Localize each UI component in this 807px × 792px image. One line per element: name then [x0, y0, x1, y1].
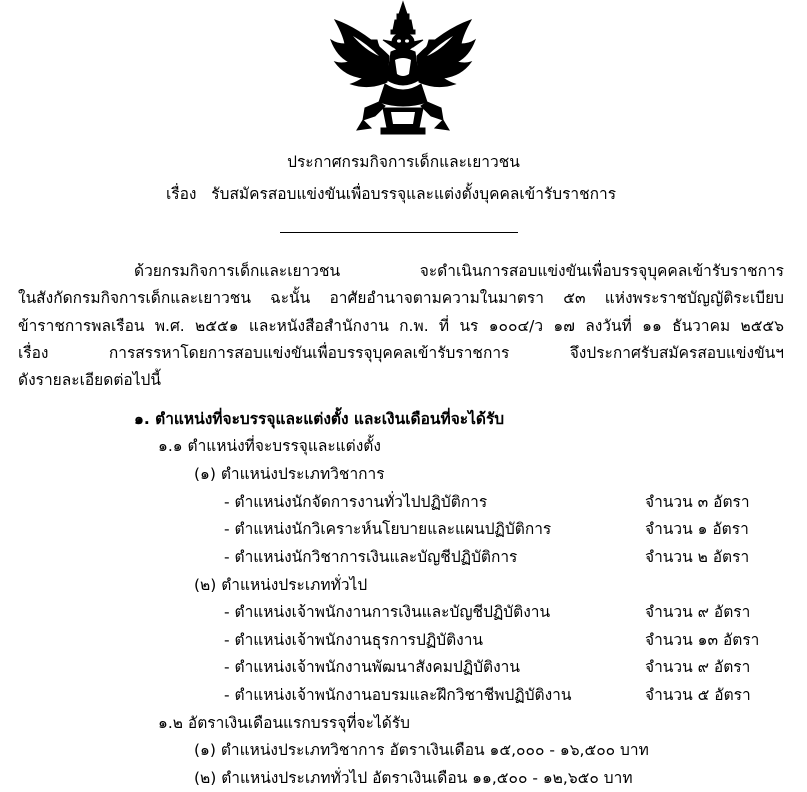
subject-text: รับสมัครสอบแข่งขันเพื่อบรรจุและแต่งตั้งบุคคลเข้ารับราชการ: [211, 185, 617, 203]
position-name: - ตำแหน่งเจ้าพนักงานธุรการปฏิบัติงาน: [224, 631, 484, 649]
subject-line: [166, 186, 616, 204]
position-count: จำนวน ๑๓ อัตรา: [645, 631, 760, 649]
position-count: จำนวน ๕ อัตรา: [645, 686, 751, 704]
garuda-emblem-icon: [323, 0, 483, 138]
position-count: จำนวน ๙ อัตรา: [645, 658, 751, 676]
position-count: จำนวน ๓ อัตรา: [645, 493, 750, 511]
section-1-2-heading: ๑.๒ อัตราเงินเดือนแรกบรรจุที่จะได้รับ: [158, 714, 410, 732]
position-name: - ตำแหน่งนักวิชาการเงินและบัญชีปฏิบัติการ: [224, 548, 518, 566]
position-name: - ตำแหน่งเจ้าพนักงานอบรมและฝึกวิชาชีพปฏิบัติงาน: [224, 686, 572, 704]
intro-line-1: ด้วยกรมกิจการเด็กและเยาวชน จะดำเนินการสอบแข่งขันเพื่อบรรจุบุคคลเข้ารับราชการ: [134, 262, 784, 280]
position-count: จำนวน ๑ อัตรา: [645, 520, 749, 538]
header-divider: [280, 232, 518, 233]
salary-academic: (๑) ตำแหน่งประเภทวิชาการ อัตราเงินเดือน ๑๕,๐๐๐ - ๑๖,๕๐๐ บาท: [194, 741, 649, 759]
group-academic-title: (๑) ตำแหน่งประเภทวิชาการ: [194, 465, 385, 483]
position-count: จำนวน ๒ อัตรา: [645, 548, 750, 566]
announcement-title: ประกาศกรมกิจการเด็กและเยาวชน: [287, 153, 520, 171]
position-name: - ตำแหน่งนักจัดการงานทั่วไปปฏิบัติการ: [224, 493, 488, 511]
position-count: จำนวน ๙ อัตรา: [645, 603, 751, 621]
position-name: - ตำแหน่งเจ้าพนักงานพัฒนาสังคมปฏิบัติงาน: [224, 658, 520, 676]
intro-line-4: เรื่อง การสรรหาโดยการสอบแข่งขันเพื่อบรรจุบุคคลเข้ารับราชการ จึงประกาศรับสมัครสอบแข่งขันฯ: [18, 344, 784, 362]
intro-line-3: ข้าราชการพลเรือน พ.ศ. ๒๕๕๑ และหนังสือสำนักงาน ก.พ. ที่ นร ๑๐๐๔/ว ๑๗ ลงวันที่ ๑๑ ธันวาคม ๒๕๕๖: [18, 317, 784, 335]
subject-label: เรื่อง: [166, 185, 197, 203]
intro-line-2: ในสังกัดกรมกิจการเด็กและเยาวชน ฉะนั้น อาศัยอำนาจตามความในมาตรา ๕๓ แห่งพระราชบัญญัติระเบียบ: [18, 289, 784, 307]
section-1-1-heading: ๑.๑ ตำแหน่งที่จะบรรจุและแต่งตั้ง: [158, 437, 381, 455]
salary-general: (๒) ตำแหน่งประเภททั่วไป อัตราเงินเดือน ๑๑,๕๐๐ - ๑๒,๖๕๐ บาท: [194, 769, 633, 787]
position-name: - ตำแหน่งเจ้าพนักงานการเงินและบัญชีปฏิบัติงาน: [224, 603, 551, 621]
position-name: - ตำแหน่งนักวิเคราะห์นโยบายและแผนปฏิบัติการ: [224, 520, 552, 538]
group-general-title: (๒) ตำแหน่งประเภททั่วไป: [194, 576, 368, 594]
intro-line-5: ดังรายละเอียดต่อไปนี้: [18, 371, 161, 389]
section-1-heading: ๑. ตำแหน่งที่จะบรรจุและแต่งตั้ง และเงินเดือนที่จะได้รับ: [134, 410, 505, 428]
